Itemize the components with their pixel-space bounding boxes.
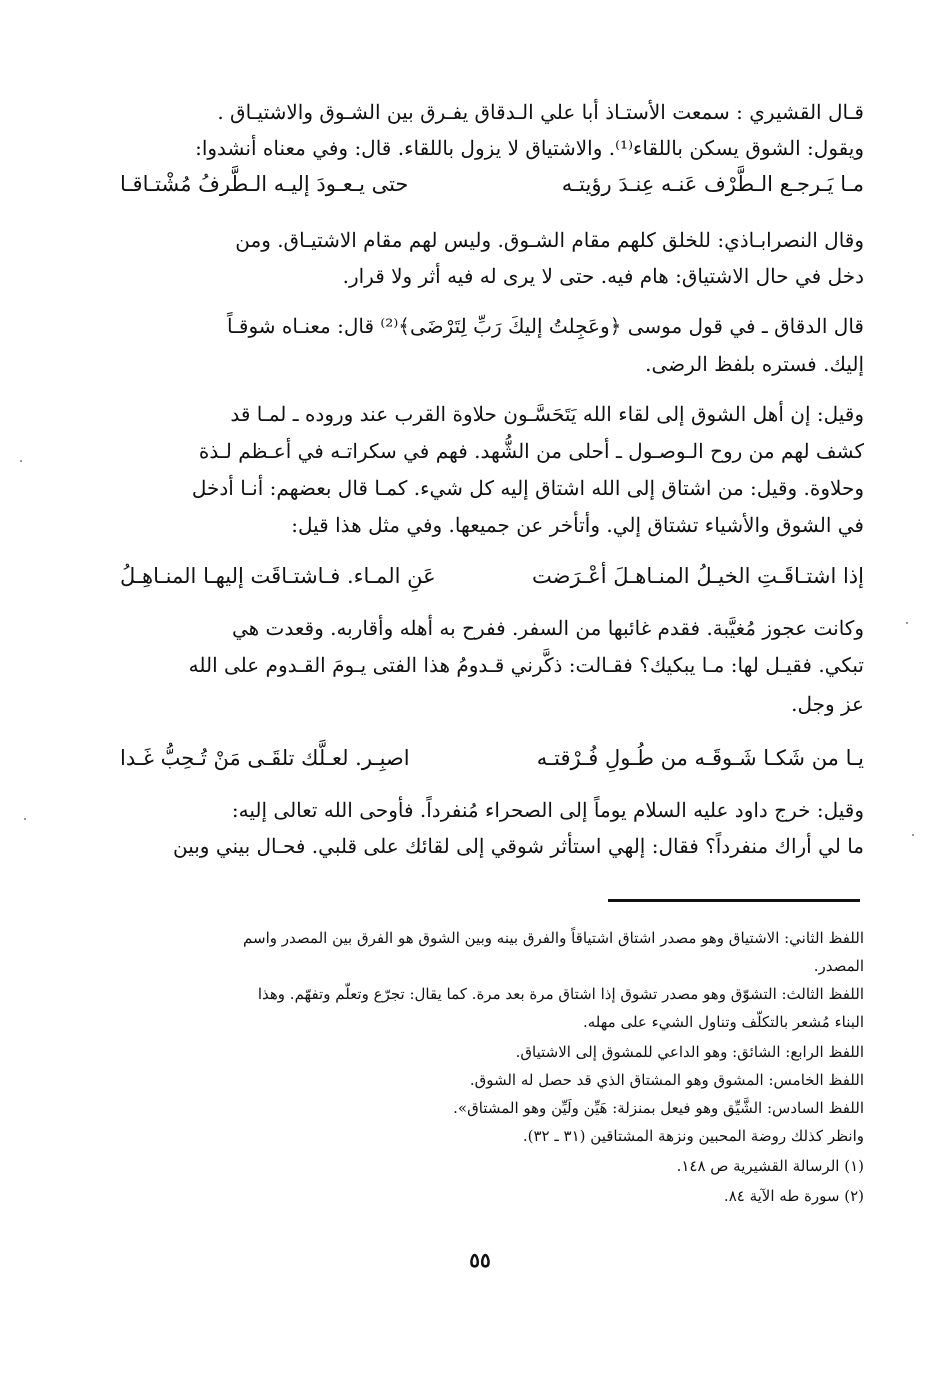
footnote-line: اللفظ الرابع: الشائق: وهو الداعي للمشوق إلى الاشتياق.: [515, 1043, 864, 1061]
text-line: دخل في حال الاشتياق: هام فيه. حتى لا يرى له فيه أثر ولا قرار.: [342, 264, 864, 288]
text-line: وكانت عجوز مُغيَّبة. فقدم غائبها من السفر. ففرح به أهله وأقاربه. وقعدت هي: [231, 616, 864, 640]
verse-first-hemistich: إذا اشتـاقَـتِ الخيـلُ المنـاهـلَ أعْـرَضت: [532, 564, 864, 588]
text-line: في الشوق والأشياء تشتاق إلي. وأتأخر عن جميعها. وفي مثل هذا قيل:: [291, 513, 864, 537]
poetry-verse: [120, 738, 864, 778]
verse-second-hemistich: اصبِـر. لعـلَّك تلقَـى مَنْ تُـحِبُّ غَـدا: [120, 746, 410, 770]
footnote-line: اللفظ الخامس: المشوق وهو المشتاق الذي قد حصل له الشوق.: [469, 1071, 864, 1089]
text-line: ما لي أراك منفرداً؟ فقال: إلهي استأثر شوقي إلى لقائك على قلبي. فحـال بيني وبين: [172, 834, 864, 858]
text-line: وقال النصرابـاذي: للخلق كلهم مقام الشـوق. وليس لهم مقام الاشتيـاق. ومن: [235, 228, 864, 252]
footnote-line: وانظر كذلك روضة المحبين ونزهة المشتاقين (٣١ ـ ٣٢).: [522, 1127, 864, 1145]
footnote-separator: [608, 899, 860, 902]
page-number: ٥٥: [469, 1248, 491, 1272]
footnote-line: البناء مُشعر بالتكلّف وتناول الشيء على مهله.: [582, 1013, 864, 1031]
footnote-line: اللفظ الثاني: الاشتياق وهو مصدر اشتاق اشتياقاً والفرق بينه وبين الشوق هو الفرق بين المصدر واسم: [243, 929, 864, 947]
verse-second-hemistich: عَنِ المـاء. فـاشتـاقَت إليهـا المنـاهِـلُ: [120, 564, 436, 588]
text-line: وقيل: إن أهل الشوق إلى لقاء الله يَتَحَسَّـون حلاوة القرب عند وروده ـ لمـا قد: [230, 402, 864, 426]
poetry-verse: [120, 556, 864, 596]
scan-speck: [20, 460, 22, 462]
verse-first-hemistich: يـا من شَكـا شَـوقَـه من طُـولِ فُـرْقتـه: [536, 746, 864, 770]
text-line: وحلاوة. وقيل: من اشتاق إلى الله اشتاق إليه كل شيء. كمـا قال بعضهم: أنـا أدخل: [191, 476, 864, 500]
text-line: كشف لهم من روح الـوصـول ـ أحلى من الشُّهد. فهم في سكراتـه في أعـظم لـذة: [198, 439, 864, 463]
footnote-reference: (٢) سورة طه الآية ٨٤.: [723, 1187, 864, 1205]
scan-speck: [24, 818, 26, 820]
footnote-line: اللفظ الثالث: التشوّق وهو مصدر تشوق إذا اشتاق مرة بعد مرة. كما يقال: تجرّع وتعلّم وتفهّم. وهذا: [257, 985, 864, 1003]
footnote-reference: (١) الرسالة القشيرية ص ١٤٨.: [676, 1157, 864, 1175]
text-line: إليك. فستره بلفظ الرضى.: [645, 352, 864, 376]
text-line: قال الدقاق ـ في قول موسى ﴿وعَجِلتُ إليكَ رَبِّ لِتَرْضَى﴾⁽²⁾ قال: معنـاه شوقـاً: [226, 314, 864, 338]
footnote-line: اللفظ السادس: الشَّيِّق وهو فيعل بمنزلة: هَيِّن ولَيِّن وهو المشتاق».: [453, 1099, 864, 1117]
scan-speck: [906, 622, 908, 624]
verse-second-hemistich: حتى يـعـودَ إليـه الـطَّرفُ مُشْتـاقـا: [120, 172, 409, 196]
text-line: تبكي. فقيـل لها: مـا يبكيك؟ فقـالت: ذكَّرني قـدومُ هذا الفتى يـومَ القـدوم على الله: [188, 653, 864, 677]
poetry-verse: [120, 164, 864, 204]
text-line: وقيل: خرج داود عليه السلام يوماً إلى الصحراء مُنفرداً. فأوحى الله تعالى إليه:: [231, 798, 864, 822]
footnote-line: المصدر.: [813, 957, 864, 975]
text-line: عز وجل.: [791, 692, 864, 716]
text-line: ويقول: الشوق يسكن باللقاء⁽¹⁾. والاشتياق لا يزول باللقاء. قال: وفي معناه أنشدوا:: [195, 136, 864, 160]
scan-speck: [912, 834, 914, 836]
verse-first-hemistich: مـا يَـرجـع الـطَّرْف عَنـه عِنـدَ رؤيتـه: [561, 172, 864, 196]
text-line: قـال القشيري : سمعت الأستـاذ أبا علي الـدقاق يفـرق بين الشـوق والاشتيـاق .: [217, 100, 864, 124]
